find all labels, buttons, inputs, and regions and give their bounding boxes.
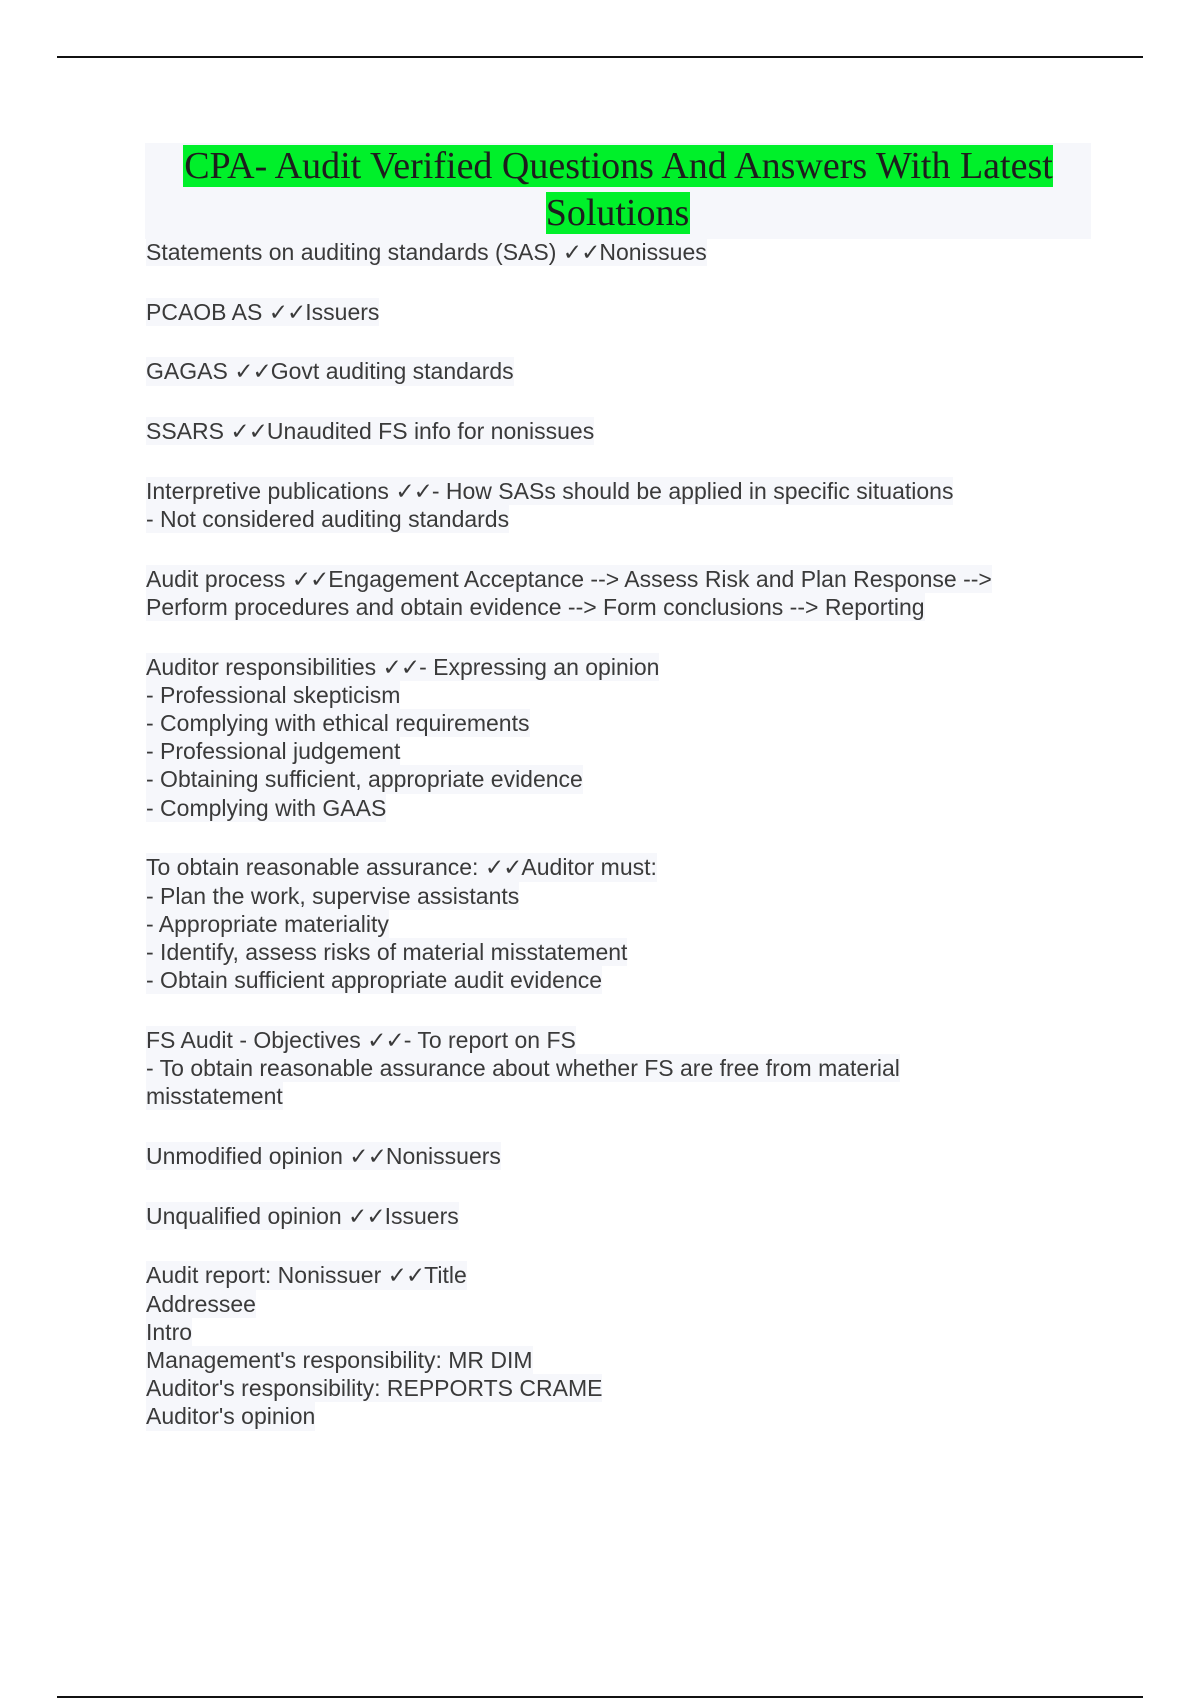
qa-first-line [146,1202,459,1230]
qa-item [146,1202,1076,1230]
double-check-icon: ✓✓ [562,239,600,265]
qa-answer-text: - How SASs should be applied in specific situations [431,477,954,504]
qa-answer-text: Issuers [384,1202,459,1229]
qa-term: FS Audit - Objectives [146,1026,361,1053]
qa-first-line [146,298,379,326]
qa-term: PCAOB AS [146,298,263,325]
qa-item [146,477,1076,533]
double-check-icon: ✓✓ [291,565,329,592]
qa-answer-text: Title [424,1262,467,1289]
qa-first-line [146,853,657,881]
qa-term: Unmodified opinion [146,1142,343,1169]
qa-answer-line [146,1290,256,1318]
qa-answer-text: - Professional judgement [146,738,401,765]
double-check-icon: ✓✓ [234,358,271,385]
document-title [145,143,1091,239]
qa-term: Audit process [146,565,286,592]
qa-first-line [146,1142,501,1170]
qa-first-line [146,238,707,266]
qa-first-line [146,357,514,385]
qa-answer-text: Govt auditing standards [270,358,514,385]
double-check-icon: ✓✓ [395,477,432,504]
qa-item [146,1142,1076,1170]
bottom-rule [57,1696,1143,1698]
qa-list [146,238,1076,1462]
qa-answer-line [146,966,602,994]
qa-item [146,357,1076,385]
qa-first-line [146,1026,576,1054]
qa-answer-text: Intro [146,1318,193,1345]
qa-term: Statements on auditing standards (SAS) [146,239,557,265]
qa-answer-text: Issuers [305,298,380,325]
qa-item [146,1026,1076,1111]
qa-answer-line [146,681,400,709]
qa-answer-text: Unaudited FS info for nonissues [266,418,595,445]
qa-answer-text: Engagement Acceptance --> Assess Risk and Plan Response --> [328,565,992,592]
qa-first-line [146,417,594,445]
qa-answer-text: Auditor's opinion [146,1403,316,1430]
qa-answer-line [146,737,400,765]
qa-answer-text: - Complying with ethical requirements [146,710,530,737]
qa-answer-line [146,1318,192,1346]
qa-first-line [146,565,992,593]
qa-item [146,565,1076,621]
qa-item [146,853,1076,994]
qa-term: Audit report: Nonissuer [146,1262,382,1289]
qa-first-line [146,653,659,681]
qa-answer-text: Nonissues [599,239,707,265]
qa-term: GAGAS [146,358,228,385]
double-check-icon: ✓✓ [367,1026,404,1053]
qa-answer-line [146,910,389,938]
qa-answer-text: Management's responsibility: MR DIM [146,1346,533,1373]
qa-answer-line [146,1374,602,1402]
qa-answer-text: - Not considered auditing standards [146,506,510,533]
qa-answer-text: - Appropriate materiality [146,910,389,937]
qa-answer-line [146,938,627,966]
qa-first-line [146,1261,467,1289]
qa-answer-line [146,765,583,793]
qa-term: SSARS [146,418,224,445]
qa-answer-text: misstatement [146,1083,283,1110]
qa-term: To obtain reasonable assurance: [146,854,479,881]
qa-item [146,298,1076,326]
qa-answer-text: Auditor's responsibility: REPPORTS CRAME [146,1375,603,1402]
qa-answer-line [146,882,519,910]
qa-first-line [146,477,953,505]
qa-item [146,238,1076,266]
qa-term: Unqualified opinion [146,1202,342,1229]
qa-answer-text: - Obtain sufficient appropriate audit evidence [146,967,603,994]
qa-answer-text: - To report on FS [403,1026,576,1053]
qa-term: Interpretive publications [146,477,389,504]
double-check-icon: ✓✓ [348,1202,385,1229]
qa-answer-text: - Obtaining sufficient, appropriate evidence [146,766,583,793]
double-check-icon: ✓✓ [484,854,522,881]
qa-answer-text: - Identify, assess risks of material misstatement [146,938,628,965]
qa-item [146,653,1076,822]
double-check-icon: ✓✓ [387,1262,425,1289]
double-check-icon: ✓✓ [230,418,267,445]
qa-answer-line [146,505,509,533]
qa-answer-text: - Professional skepticism [146,681,401,708]
qa-answer-text: - Complying with GAAS [146,794,387,821]
qa-answer-line [146,593,925,621]
double-check-icon: ✓✓ [382,653,420,680]
qa-answer-line [146,709,530,737]
qa-answer-text: Perform procedures and obtain evidence --> Form conclusions --> Reporting [146,593,925,620]
qa-answer-line [146,794,386,822]
qa-term: Auditor responsibilities [146,653,377,680]
qa-item [146,417,1076,445]
qa-answer-text: - Expressing an opinion [419,653,660,680]
qa-answer-line [146,1402,315,1430]
qa-answer-line [146,1054,900,1082]
double-check-icon: ✓✓ [349,1142,386,1169]
qa-answer-line [146,1346,533,1374]
qa-answer-line [146,1082,283,1110]
qa-answer-text: - To obtain reasonable assurance about whether FS are free from material [146,1055,900,1082]
double-check-icon: ✓✓ [268,298,306,325]
qa-answer-text: Nonissuers [385,1142,501,1169]
document-title-text: CPA- Audit Verified Questions And Answers With Latest Solutions [184,145,1053,234]
qa-item [146,1261,1076,1430]
qa-answer-text: Addressee [146,1290,256,1317]
top-rule [57,56,1143,58]
qa-answer-text: - Plan the work, supervise assistants [146,882,520,909]
qa-answer-text: Auditor must: [521,854,657,881]
